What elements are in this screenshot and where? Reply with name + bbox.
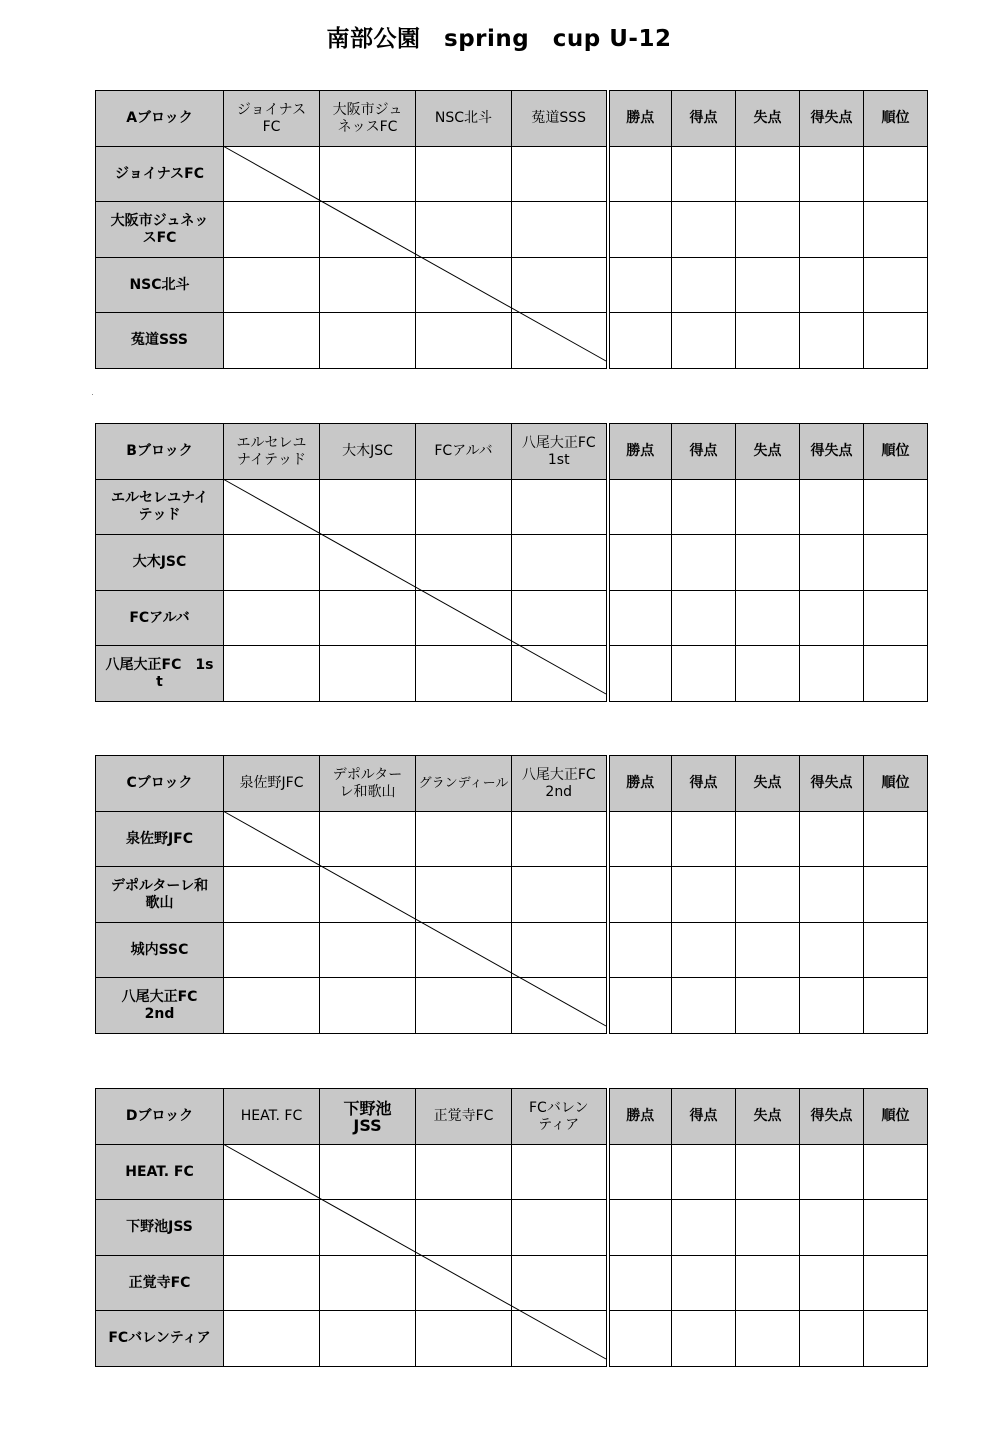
match-result-cell[interactable] [416,1311,512,1367]
row-team-name: 城内SSC [96,923,224,978]
row-team-name: 正覚寺FC [96,1256,224,1311]
match-result-cell[interactable] [224,1200,320,1256]
match-result-cell[interactable] [416,480,512,535]
match-result-cell[interactable] [224,480,320,535]
stat-cell[interactable] [800,313,864,369]
stat-cell[interactable] [864,812,928,867]
stat-header: 順位 [864,756,928,812]
row-team-name: FCバレンティア [96,1311,224,1367]
column-team-header: 八尾大正FC 2nd [512,756,608,812]
match-result-cell[interactable] [416,1256,512,1311]
match-result-cell[interactable] [224,646,320,702]
stat-cell[interactable] [672,978,736,1034]
match-result-cell[interactable] [320,1256,416,1311]
stat-cell[interactable] [800,258,864,313]
match-result-cell[interactable] [320,978,416,1034]
match-result-cell[interactable] [224,1256,320,1311]
stat-cell[interactable] [736,535,800,591]
team-row [96,1200,928,1256]
stat-cell[interactable] [672,147,736,202]
match-result-cell[interactable] [320,202,416,258]
column-team-header: NSC北斗 [416,91,512,147]
team-row [96,923,928,978]
stat-cell[interactable] [608,1311,672,1367]
match-result-cell[interactable] [512,480,608,535]
stat-cell[interactable] [672,258,736,313]
stat-header: 順位 [864,91,928,147]
stat-cell[interactable] [800,480,864,535]
stat-cell[interactable] [672,1200,736,1256]
match-result-cell[interactable] [320,646,416,702]
stat-cell[interactable] [608,867,672,923]
match-result-cell[interactable] [224,258,320,313]
block-name: Aブロック [96,91,224,147]
stat-cell[interactable] [736,923,800,978]
stat-cell[interactable] [672,480,736,535]
stat-cell[interactable] [864,1256,928,1311]
match-result-cell[interactable] [416,1145,512,1200]
stat-cell[interactable] [800,978,864,1034]
stat-cell[interactable] [864,202,928,258]
stat-cell[interactable] [608,1200,672,1256]
stat-cell[interactable] [736,867,800,923]
stat-cell[interactable] [608,480,672,535]
column-team-header: 菟道SSS [512,91,608,147]
match-result-cell[interactable] [512,258,608,313]
match-result-cell[interactable] [224,1311,320,1367]
match-result-cell[interactable] [320,1145,416,1200]
team-row [96,313,928,369]
stat-header: 得点 [672,756,736,812]
stat-cell[interactable] [800,591,864,646]
stat-cell[interactable] [608,978,672,1034]
stat-header: 得失点 [800,756,864,812]
match-result-cell[interactable] [320,535,416,591]
stat-cell[interactable] [672,1256,736,1311]
column-team-header: 泉佐野JFC [224,756,320,812]
team-row [96,867,928,923]
match-result-cell[interactable] [320,923,416,978]
match-result-cell[interactable] [416,867,512,923]
stat-cell[interactable] [736,1256,800,1311]
block-name: Dブロック [96,1089,224,1145]
match-result-cell[interactable] [224,812,320,867]
match-result-cell[interactable] [224,202,320,258]
stat-cell[interactable] [800,646,864,702]
match-result-cell[interactable] [224,313,320,369]
stat-header: 勝点 [608,424,672,480]
stat-cell[interactable] [736,258,800,313]
stat-cell[interactable] [800,812,864,867]
stat-cell[interactable] [672,923,736,978]
match-result-cell[interactable] [512,147,608,202]
match-result-cell[interactable] [224,591,320,646]
stat-cell[interactable] [864,313,928,369]
team-row [96,591,928,646]
column-team-header: 大阪市ジュ ネッスFC [320,91,416,147]
standings-grid [95,90,928,369]
stat-cell[interactable] [608,313,672,369]
block-name: Bブロック [96,424,224,480]
team-row [96,258,928,313]
stat-header: 失点 [736,756,800,812]
stat-cell[interactable] [608,1145,672,1200]
stat-cell[interactable] [800,1200,864,1256]
team-row [96,1311,928,1367]
stat-cell[interactable] [800,867,864,923]
stat-cell[interactable] [864,147,928,202]
stat-cell[interactable] [864,1145,928,1200]
stat-cell[interactable] [800,923,864,978]
match-result-cell[interactable] [512,313,608,369]
row-team-name: 大木JSC [96,535,224,591]
stat-cell[interactable] [608,812,672,867]
stat-cell[interactable] [736,646,800,702]
team-row [96,1256,928,1311]
row-team-name: 八尾大正FC 1s t [96,646,224,702]
row-team-name: 大阪市ジュネッ スFC [96,202,224,258]
match-result-cell[interactable] [320,480,416,535]
stat-cell[interactable] [672,867,736,923]
stat-header: 勝点 [608,756,672,812]
row-team-name: FCアルバ [96,591,224,646]
team-row [96,978,928,1034]
team-row [96,147,928,202]
match-result-cell[interactable] [320,867,416,923]
stat-cell[interactable] [608,147,672,202]
match-result-cell[interactable] [512,923,608,978]
stat-cell[interactable] [736,313,800,369]
stat-cell[interactable] [864,258,928,313]
stat-cell[interactable] [672,812,736,867]
column-team-header: HEAT. FC [224,1089,320,1145]
match-result-cell[interactable] [416,591,512,646]
column-team-header: デポルター レ和歌山 [320,756,416,812]
column-team-header: FCバレン ティア [512,1089,608,1145]
stat-cell[interactable] [672,202,736,258]
match-result-cell[interactable] [512,1311,608,1367]
match-result-cell[interactable] [224,978,320,1034]
team-row [96,480,928,535]
stat-cell[interactable] [672,313,736,369]
match-result-cell[interactable] [320,258,416,313]
column-team-header: 正覚寺FC [416,1089,512,1145]
stat-cell[interactable] [672,535,736,591]
match-result-cell[interactable] [416,978,512,1034]
page-title: 南部公園 spring cup U-12 [326,26,672,52]
match-result-cell[interactable] [512,867,608,923]
standings-grid [95,755,928,1034]
team-row [96,812,928,867]
stat-header: 得失点 [800,1089,864,1145]
stat-cell[interactable] [736,1200,800,1256]
match-result-cell[interactable] [224,535,320,591]
stat-header: 失点 [736,91,800,147]
match-result-cell[interactable] [512,646,608,702]
stat-cell[interactable] [864,646,928,702]
stat-cell[interactable] [608,202,672,258]
stat-cell[interactable] [736,1145,800,1200]
match-result-cell[interactable] [224,867,320,923]
stat-cell[interactable] [672,646,736,702]
stat-cell[interactable] [672,591,736,646]
stat-cell[interactable] [864,480,928,535]
match-result-cell[interactable] [416,535,512,591]
stat-cell[interactable] [672,1311,736,1367]
stat-cell[interactable] [736,202,800,258]
stat-cell[interactable] [864,1200,928,1256]
row-team-name: デポルターレ和 歌山 [96,867,224,923]
row-team-name: ジョイナスFC [96,147,224,202]
match-result-cell[interactable] [320,313,416,369]
match-result-cell[interactable] [416,313,512,369]
column-team-header: ジョイナス FC [224,91,320,147]
row-team-name: HEAT. FC [96,1145,224,1200]
match-result-cell[interactable] [320,812,416,867]
stat-cell[interactable] [864,591,928,646]
row-team-name: エルセレユナイ テッド [96,480,224,535]
block-table-2 [95,755,926,1033]
stat-cell[interactable] [736,812,800,867]
stat-cell[interactable] [736,480,800,535]
stat-cell[interactable] [736,1311,800,1367]
row-team-name: 下野池JSS [96,1200,224,1256]
match-result-cell[interactable] [512,1256,608,1311]
match-result-cell[interactable] [512,1145,608,1200]
row-team-name: 菟道SSS [96,313,224,369]
stat-header: 失点 [736,1089,800,1145]
stat-cell[interactable] [608,591,672,646]
row-team-name: 泉佐野JFC [96,812,224,867]
match-result-cell[interactable] [224,923,320,978]
row-team-name: NSC北斗 [96,258,224,313]
standings-grid [95,1088,928,1367]
match-result-cell[interactable] [320,1311,416,1367]
block-table-0 [95,90,926,368]
standings-grid [95,423,928,702]
stat-cell[interactable] [672,1145,736,1200]
stat-cell[interactable] [864,1311,928,1367]
stat-header: 順位 [864,424,928,480]
stat-cell[interactable] [608,258,672,313]
stat-header: 得点 [672,91,736,147]
column-team-header: グランディール [416,756,512,812]
match-result-cell[interactable] [320,147,416,202]
stat-cell[interactable] [864,978,928,1034]
stat-cell[interactable] [864,535,928,591]
match-result-cell[interactable] [320,1200,416,1256]
stat-cell[interactable] [800,1311,864,1367]
stat-cell[interactable] [608,923,672,978]
column-team-header: 大木JSC [320,424,416,480]
stat-cell[interactable] [608,646,672,702]
stat-cell[interactable] [864,867,928,923]
stat-cell[interactable] [800,147,864,202]
match-result-cell[interactable] [512,812,608,867]
team-row [96,535,928,591]
stat-cell[interactable] [736,978,800,1034]
match-result-cell[interactable] [512,535,608,591]
match-result-cell[interactable] [416,147,512,202]
stray-dot [92,394,93,395]
stat-cell[interactable] [736,591,800,646]
column-team-header: エルセレユ ナイテッド [224,424,320,480]
stat-header: 得点 [672,424,736,480]
block-table-1 [95,423,926,701]
stat-cell[interactable] [800,535,864,591]
match-result-cell[interactable] [416,646,512,702]
match-result-cell[interactable] [416,202,512,258]
match-result-cell[interactable] [416,1200,512,1256]
match-result-cell[interactable] [416,258,512,313]
stat-header: 失点 [736,424,800,480]
stat-header: 得失点 [800,424,864,480]
team-row [96,1145,928,1200]
stat-header: 順位 [864,1089,928,1145]
block-table-3 [95,1088,926,1366]
stat-header: 勝点 [608,91,672,147]
match-result-cell[interactable] [224,147,320,202]
match-result-cell[interactable] [512,1200,608,1256]
match-result-cell[interactable] [416,812,512,867]
team-row [96,202,928,258]
stat-header: 勝点 [608,1089,672,1145]
stat-cell[interactable] [864,923,928,978]
match-result-cell[interactable] [320,591,416,646]
stat-cell[interactable] [608,1256,672,1311]
stat-header: 得失点 [800,91,864,147]
column-team-header: FCアルバ [416,424,512,480]
match-result-cell[interactable] [512,978,608,1034]
stat-cell[interactable] [800,1145,864,1200]
column-team-header: 下野池 JSS [320,1089,416,1145]
block-name: Cブロック [96,756,224,812]
team-row [96,646,928,702]
match-result-cell[interactable] [416,923,512,978]
match-result-cell[interactable] [512,202,608,258]
stat-cell[interactable] [800,202,864,258]
stat-header: 得点 [672,1089,736,1145]
column-team-header: 八尾大正FC 1st [512,424,608,480]
match-result-cell[interactable] [512,591,608,646]
stat-cell[interactable] [608,535,672,591]
stat-cell[interactable] [736,147,800,202]
row-team-name: 八尾大正FC 2nd [96,978,224,1034]
match-result-cell[interactable] [224,1145,320,1200]
stat-cell[interactable] [800,1256,864,1311]
